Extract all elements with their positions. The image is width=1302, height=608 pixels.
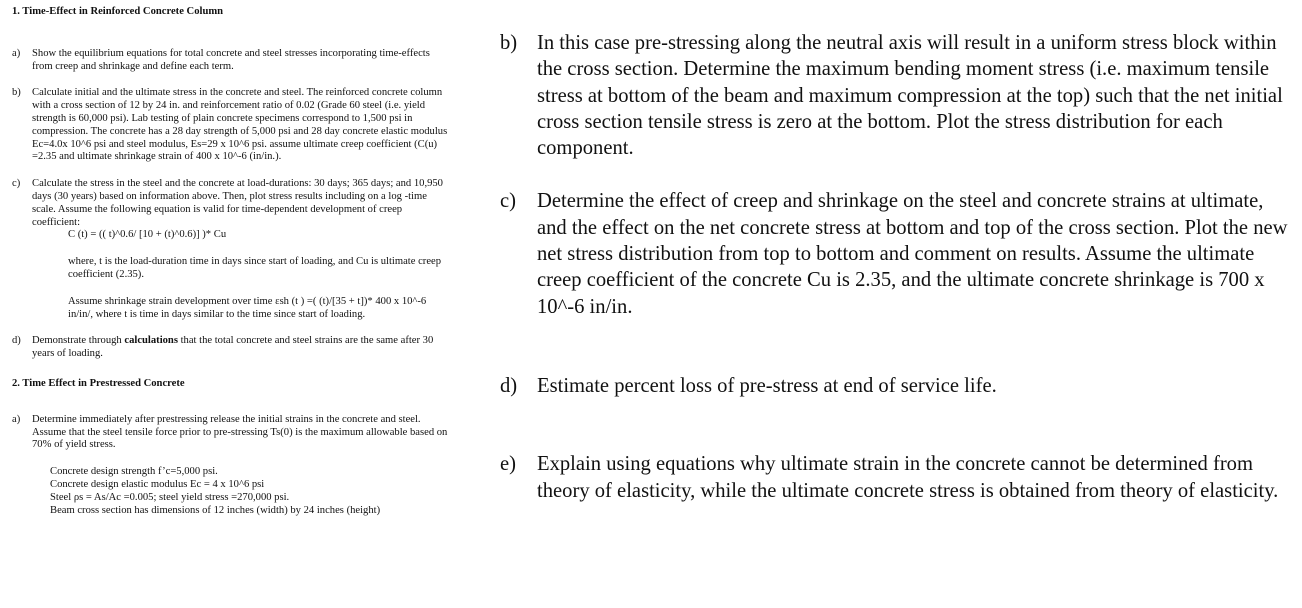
question-2d-label: d) [500,374,518,397]
section-2-heading: 2. Time Effect in Prestressed Concrete [12,377,185,389]
given-steel-ratio: Steel ρs = As/Ac =0.005; steel yield stress =270,000 psi. [50,491,290,503]
question-2d [500,373,1295,399]
question-1b [12,87,452,164]
question-2a [12,414,452,452]
shrinkage-note: Assume shrinkage strain development over time εsh (t ) =( (t)/[35 + t])* 400 x 10^-6 in/in/, where t is time in days similar to the time since start of loading. [68,295,427,320]
given-elastic-modulus: Concrete design elastic modulus Ec = 4 x 10^6 psi [50,478,265,490]
question-2b [500,30,1295,161]
question-1d-label: d) [12,335,21,347]
section-1-heading: 1. Time-Effect in Reinforced Concrete Column [12,6,224,17]
question-1c-label: c) [12,178,21,190]
creep-equation: C (t) = (( t)^0.6/ [10 + (t)^0.6)] )* Cu [68,229,227,241]
right-column [500,30,1295,504]
question-2c-label: c) [500,190,516,213]
question-2b-text: In this case pre-stressing along the neutral axis will result in a uniform stress block within the cross section. Determine the maximum bending moment stress (i.e. maximum tensile stress at bottom of the beam and maximum compression at the top) such that the net initial cross section tensile stress is zero at the bottom. Plot the stress distribution for each component. [537,32,1283,160]
question-1d-text-bold: calculations [124,335,178,347]
question-2e-label: e) [500,453,516,476]
question-1a-text: Show the equilibrium equations for total concrete and steel stresses incorporating time-effects from creep and shrinkage and define each term. [32,47,430,72]
question-1d-text-before: Demonstrate through [32,335,125,347]
question-1c [12,178,452,229]
question-2c [500,188,1295,319]
question-2b-label: b) [500,32,518,54]
question-2a-label: a) [12,413,21,425]
question-1b-text: Calculate initial and the ultimate stress in the concrete and steel. The reinforced concrete column with a cross section of 12 by 24 in. and reinforcement ratio of 0.02 (Grade 60 steel (i.e. yield strength is 60,000 psi). Lab testing of plain concrete specimens correspond to 1,500 psi in compression. The concrete has a 28 day strength of 5,000 psi and 28 day concrete elastic modulus Ec=4.0x 10^6 psi and steel modulus, Es=29 x 10^6 psi. assume ultimate creep coefficient (C(u) =2.35 and ultimate shrinkage strain of 400 x 10^-6 (in/in.). [32,87,448,163]
question-1d-text [32,335,452,361]
question-2d-text: Estimate percent loss of pre-stress at end of service life. [537,374,997,397]
given-beam-dimensions: Beam cross section has dimensions of 12 inches (width) by 24 inches (height) [50,504,381,516]
question-1d [12,335,452,361]
given-concrete-strength: Concrete design strength f’c=5,000 psi. [50,466,218,478]
question-2c-text: Determine the effect of creep and shrinkage on the steel and concrete strains at ultimate, and the effect on the net concrete stress at bottom and top of the cross section. Plot the new net stress distribution from top to bottom and comment on results. Assume the ultimate creep coefficient of the concrete Cu is 2.35, and the ultimate concrete shrinkage is 700 x 10^-6 in/in. [537,190,1288,318]
creep-equation-note: where, t is the load-duration time in days since start of loading, and Cu is ultimate creep coefficient (2.35). [68,256,442,280]
left-column [12,6,452,517]
question-2a-text: Determine immediately after prestressing release the initial strains in the concrete and steel. Assume that the steel tensile force prior to pre-stressing Ts(0) is the maximum allowable based on 70% of yield stress. [32,413,448,451]
question-1b-label: b) [12,87,21,99]
given-data-list [12,466,452,517]
question-2e-text: Explain using equations why ultimate strain in the concrete cannot be determined from theory of elasticity, while the ultimate concrete stress is obtained from theory of elasticity. [537,453,1279,502]
question-1c-text: Calculate the stress in the steel and the concrete at load-durations: 30 days; 365 days; and 10,950 days (30 years) based on information above. Then, plot stress results including on a log -time scale. Assume the following equation is valid for time-dependent development of creep coefficient: [32,178,443,228]
question-1a-label: a) [12,47,21,59]
question-2e [500,451,1295,504]
question-1d-text-after: that the total concrete and steel strains are the same after 30 years of loading. [32,335,434,360]
question-1a [12,48,452,74]
